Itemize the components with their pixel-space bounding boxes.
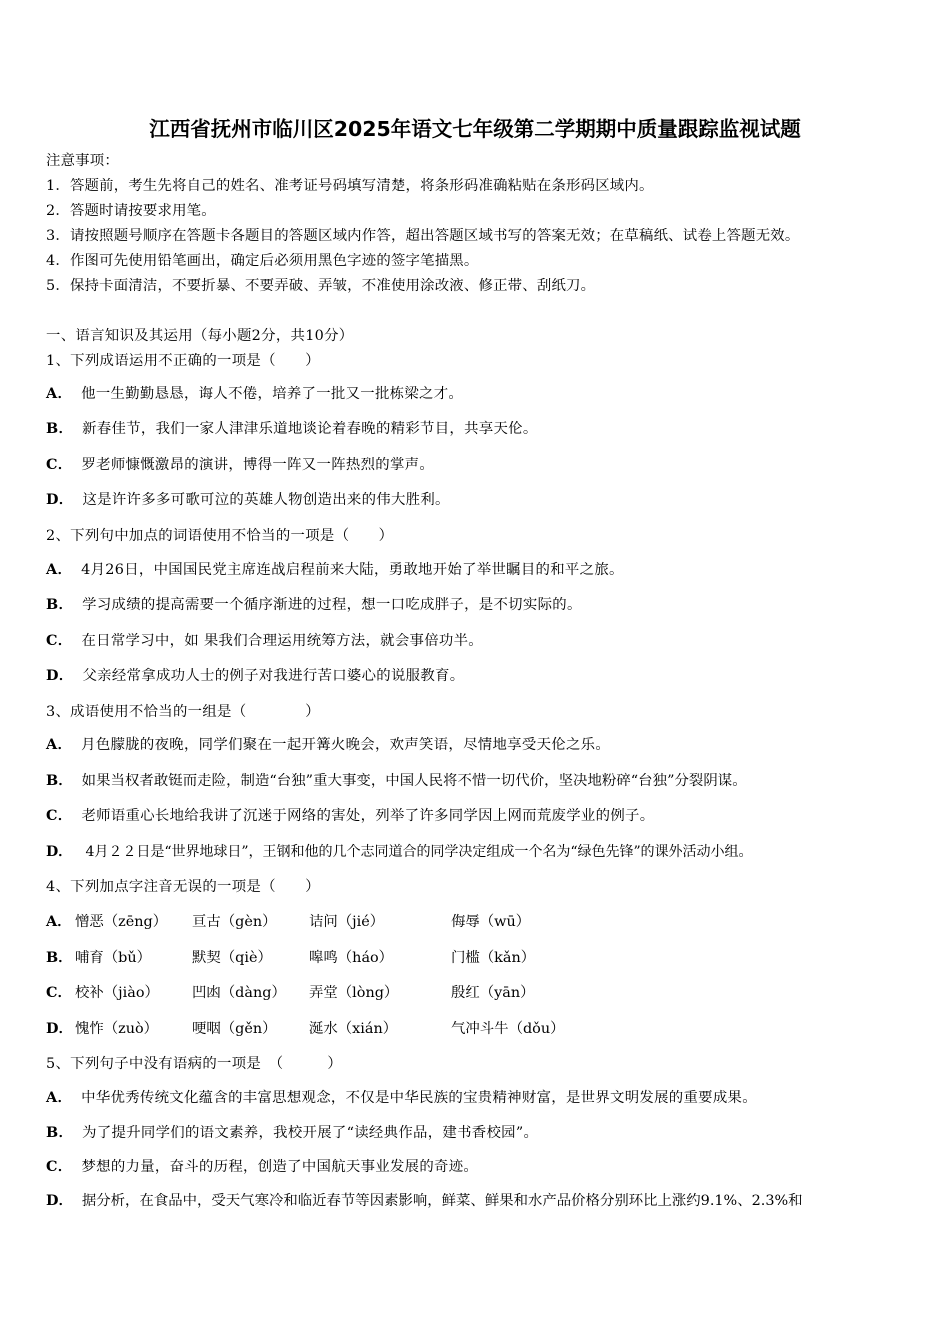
pinyin-cell: 校补（jiào） <box>75 985 159 1001</box>
option-d <box>46 1192 803 1210</box>
option-text: 为了提升同学们的语文素养，我校开展了“读经典作品，建书香校园”。 <box>82 1125 539 1141</box>
pinyin-cell: 殷红（yān） <box>451 985 535 1001</box>
option-label: D． <box>46 1192 73 1209</box>
notice-item: 4．作图可先使用铅笔画出，确定后必须用黑色字迹的签字笔描黑。 <box>46 253 479 269</box>
option-label: B． <box>46 1124 74 1141</box>
pinyin-cell: 弄堂（lòng） <box>309 985 399 1001</box>
option-label: A． <box>46 913 72 930</box>
option-c <box>46 632 483 650</box>
notice-item: 1．答题前，考生先将自己的姓名、准考证号码填写清楚，将条形码准确粘贴在条形码区域内。 <box>46 178 654 194</box>
question-stem: 3、成语使用不恰当的一组是（ ） <box>46 704 320 720</box>
option-b <box>46 772 747 790</box>
option-text: 月色朦胧的夜晚，同学们聚在一起开篝火晚会，欢声笑语，尽情地享受天伦之乐。 <box>81 737 611 753</box>
page-title: 江西省抚州市临川区2025年语文七年级第二学期期中质量跟踪监视试题 <box>149 117 801 141</box>
option-text: 新春佳节，我们一家人津津乐道地谈论着春晚的精彩节目，共享天伦。 <box>82 421 538 437</box>
option-label: D． <box>46 491 74 508</box>
option-text: 罗老师慷慨激昂的演讲，博得一阵又一阵热烈的掌声。 <box>81 457 435 473</box>
notice-heading: 注意事项： <box>46 153 119 169</box>
option-label: C． <box>46 632 73 649</box>
option-a <box>46 385 463 403</box>
option-b <box>46 420 538 438</box>
question-stem: 4、下列加点字注音无误的一项是（ ） <box>46 879 320 895</box>
notice-item: 3．请按照题号顺序在答题卡各题目的答题区域内作答，超出答题区域书写的答案无效；在草稿纸、试卷上答题无效。 <box>46 228 800 244</box>
option-label: B． <box>46 420 74 437</box>
option-text: 如果当权者敢铤而走险，制造“台独”重大事变，中国人民将不惜一切代价，坚决地粉碎“台独”分裂阴谋。 <box>81 773 747 789</box>
notice-item: 5．保持卡面清洁，不要折暴、不要弄破、弄皱，不准使用涂改液、修正带、刮纸刀。 <box>46 278 596 294</box>
option-text: 据分析，在食品中，受天气寒冷和临近春节等因素影响，鲜菜、鲜果和水产品价格分别环比上涨约9.1%、2.3%和 <box>81 1193 803 1209</box>
option-label: D． <box>46 844 73 860</box>
pinyin-cell: 愧怍（zuò） <box>75 1021 159 1037</box>
pinyin-cell: 侮辱（wū） <box>451 914 531 930</box>
option-text: 学习成绩的提高需要一个循序渐进的过程，想一口吃成胖子，是不切实际的。 <box>82 597 582 613</box>
option-text: 这是许许多多可歌可泣的英雄人物创造出来的伟大胜利。 <box>82 492 450 508</box>
option-label: D． <box>46 667 74 684</box>
option-label: C． <box>46 984 72 1001</box>
option-c <box>46 807 654 825</box>
pinyin-cell: 凹凼（dàng） <box>192 985 286 1001</box>
option-label: A． <box>46 736 73 753</box>
option-text: 在日常学习中，如 果我们合理运用统筹方法，就会事倍功半。 <box>81 633 483 649</box>
option-c <box>46 1158 478 1176</box>
pinyin-cell: 诘问（jié） <box>309 914 385 930</box>
option-d <box>46 667 464 685</box>
section-heading: 一、语言知识及其运用（每小题2分，共10分） <box>46 328 354 344</box>
option-b <box>46 1124 538 1142</box>
option-label: B． <box>46 772 73 789</box>
option-text: 老师语重心长地给我讲了沉迷于网络的害处，列举了许多同学因上网而荒废学业的例子。 <box>81 808 655 824</box>
option-a <box>46 736 610 754</box>
notice-item: 2．答题时请按要求用笔。 <box>46 203 216 219</box>
option-text: 他一生勤勤恳恳，诲人不倦，培养了一批又一批栋梁之才。 <box>81 386 464 402</box>
option-label: C． <box>46 456 73 473</box>
pinyin-cell: 亘古（gèn） <box>192 914 277 930</box>
pinyin-cell: 哺育（bǔ） <box>75 950 152 966</box>
option-d <box>46 843 753 861</box>
pinyin-cell: 憎恶（zēng） <box>75 914 168 930</box>
pinyin-cell: 气冲斗牛（dǒu） <box>451 1021 565 1037</box>
pinyin-cell: 哽咽（gěn） <box>192 1021 277 1037</box>
pinyin-cell: 默契（qiè） <box>192 950 272 966</box>
option-label: D． <box>46 1020 73 1037</box>
option-label: A． <box>46 1089 73 1106</box>
pinyin-cell: 嗥鸣（háo） <box>309 950 394 966</box>
option-label: C． <box>46 807 73 824</box>
option-label: A． <box>46 561 73 578</box>
option-d <box>46 491 450 509</box>
option-label: B． <box>46 949 73 966</box>
option-text: 4月２２日是“世界地球日”，王钢和他的几个志同道合的同学决定组成一个名为“绿色先锋”的课外活动小组。 <box>81 844 753 860</box>
option-c <box>46 456 434 474</box>
question-stem: 1、下列成语运用不正确的一项是（ ） <box>46 353 320 369</box>
option-a <box>46 561 624 579</box>
question-stem: 5、下列句子中没有语病的一项是 （ ） <box>46 1056 343 1072</box>
option-label: C． <box>46 1158 73 1175</box>
option-label: A． <box>46 385 73 402</box>
option-text: 父亲经常拿成功人士的例子对我进行苦口婆心的说服教育。 <box>82 668 465 684</box>
pinyin-cell: 门槛（kǎn） <box>451 950 536 966</box>
option-b <box>46 596 582 614</box>
option-label: B． <box>46 596 74 613</box>
option-text: 4月26日，中国国民党主席连战启程前来大陆，勇敢地开始了举世瞩目的和平之旅。 <box>81 562 624 578</box>
option-text: 中华优秀传统文化蕴含的丰富思想观念，不仅是中华民族的宝贵精神财富，是世界文明发展的重要成果。 <box>81 1090 757 1106</box>
pinyin-cell: 涎水（xián） <box>309 1021 398 1037</box>
option-a <box>46 1089 757 1107</box>
option-text: 梦想的力量，奋斗的历程，创造了中国航天事业发展的奇迹。 <box>81 1159 479 1175</box>
question-stem: 2、下列句中加点的词语使用不恰当的一项是（ ） <box>46 528 394 544</box>
